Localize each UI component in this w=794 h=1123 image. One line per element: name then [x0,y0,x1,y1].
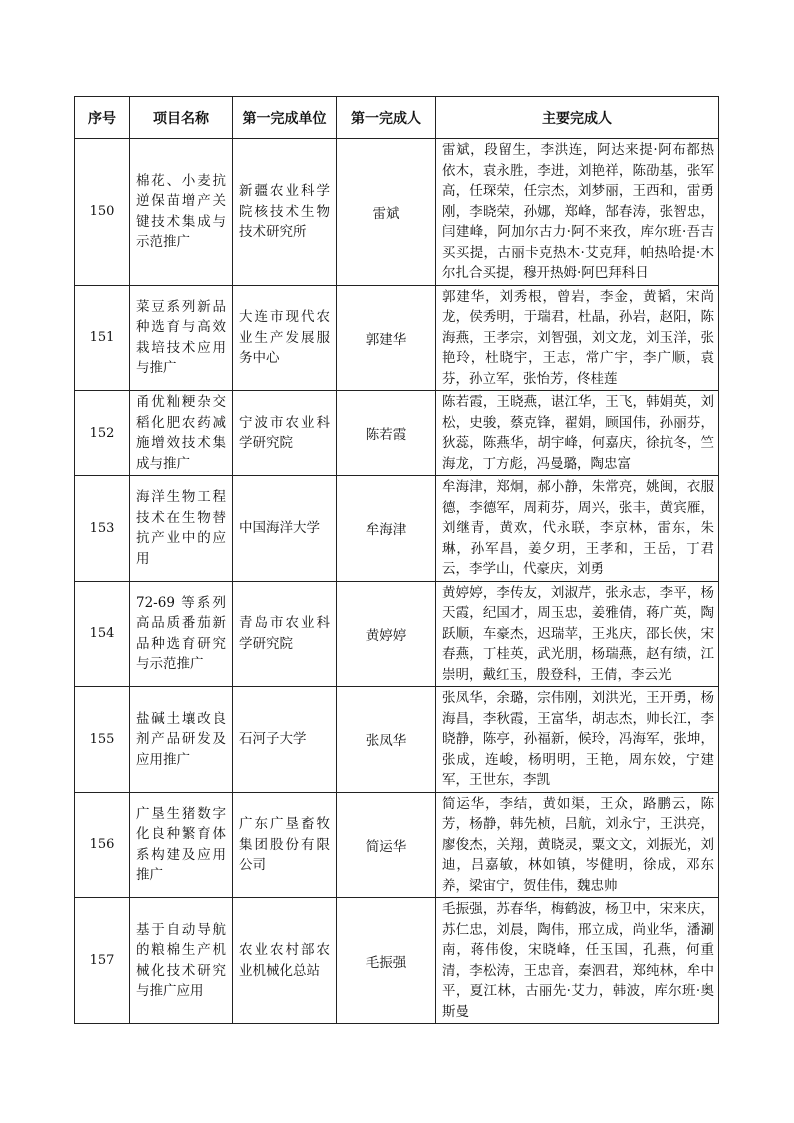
row-main-persons: 牟海津，郑炯，郝小静，朱常亮，姚闽，衣服德，李德军，周莉芬，周兴，张丰，黄宾雁，刘继青，黄欢，代永联，李京林，雷东，朱琳，孙军昌，姜夕玥，王孝和，王岳，丁君云，李学山，代豪庆，刘勇 [436,476,719,582]
row-project-name: 甬优籼粳杂交稻化肥农药减施增效技术集成与推广 [130,391,233,476]
row-first-person: 简运华 [337,792,436,898]
row-main-persons: 郭建华，刘秀根，曾岩，李金，黄韬，宋尚龙，侯秀明，于瑞君，杜晶，孙岩，赵阳，陈海燕，王孝宗，刘智强，刘文龙，刘玉洋，张艳玲，杜晓宇，王志，常广宇，李广顺，袁芬，孙立军，张怡芳，佟桂莲 [436,285,719,391]
row-first-person: 雷斌 [337,139,436,286]
row-serial-no: 152 [75,391,130,476]
row-first-person: 郭建华 [337,285,436,391]
row-main-persons: 简运华，李结，黄如渠，王众，路鹏云，陈芳，杨静，韩先桢，吕航，刘永宁，王洪亮，廖俊杰，关翔，黄晓灵，粟文文，刘振光，刘迪，吕嘉敏，林如镇，岑健明，徐成，邓东养，梁宙宁，贺佳伟，魏忠帅 [436,792,719,898]
row-serial-no: 153 [75,476,130,582]
table-row [75,687,719,793]
row-first-person: 牟海津 [337,476,436,582]
row-serial-no: 156 [75,792,130,898]
table-row [75,581,719,687]
row-first-unit: 新疆农业科学院核技术生物技术研究所 [233,139,337,286]
row-serial-no: 151 [75,285,130,391]
table-row [75,476,719,582]
header-project-name: 项目名称 [130,97,233,139]
table-row [75,898,719,1024]
header-first-person: 第一完成人 [337,97,436,139]
row-serial-no: 150 [75,139,130,286]
row-main-persons: 黄婷婷，李传友，刘淑芹，张永志，李平，杨天霞，纪国才，周玉忠，姜雅倩，蒋广英，陶跃顺，车豪杰，迟瑞苹，王兆庆，邵长侠，宋春燕，丁桂英，武光朋，杨瑞燕，赵有绩，江崇明，戴红玉，殷登科，王倩，李云光 [436,581,719,687]
row-serial-no: 154 [75,581,130,687]
row-main-persons: 张凤华，余璐，宗伟刚，刘洪光，王开勇，杨海昌，李秋霞，王富华，胡志杰，帅长江，李晓静，陈亭，孙福新，候玲，冯海军，张坤，张成，连峻，杨明明，王艳，周东姣，宁建军，王世东，李凯 [436,687,719,793]
table-row [75,285,719,391]
row-project-name: 棉花、小麦抗逆保苗增产关键技术集成与示范推广 [130,139,233,286]
row-first-person: 陈若霞 [337,391,436,476]
row-first-unit: 广东广垦畜牧集团股份有限公司 [233,792,337,898]
table-header-row [75,97,719,139]
row-serial-no: 157 [75,898,130,1024]
table-row [75,139,719,286]
row-project-name: 广垦生猪数字化良种繁育体系构建及应用推广 [130,792,233,898]
awards-table [74,96,719,1024]
row-first-unit: 石河子大学 [233,687,337,793]
header-main-persons: 主要完成人 [436,97,719,139]
row-project-name: 盐碱土壤改良剂产品研发及应用推广 [130,687,233,793]
table-row [75,391,719,476]
row-first-unit: 宁波市农业科学研究院 [233,391,337,476]
row-main-persons: 毛振强，苏春华，梅鹤波，杨卫中，宋来庆，苏仁忠，刘晨，陶伟，邢立成，尚业华，潘涮南，蒋伟俊，宋晓峰，任玉国，孔燕，何重清，李松涛，王忠音，秦泗君，郑纯林，牟中平，夏江林，古丽先·艾力，韩波，库尔班·奥斯曼 [436,898,719,1024]
row-first-person: 黄婷婷 [337,581,436,687]
row-first-unit: 中国海洋大学 [233,476,337,582]
row-first-unit: 农业农村部农业机械化总站 [233,898,337,1024]
row-first-person: 毛振强 [337,898,436,1024]
row-main-persons: 陈若霞，王晓燕，谌江华，王飞，韩娟英，刘松，史骏，蔡克锋，翟娟，顾国伟，孙丽芬，狄蕊，陈燕华，胡宇峰，何嘉庆，徐抗冬，竺海龙，丁方彪，冯曼璐，陶忠富 [436,391,719,476]
row-project-name: 72-69 等系列高品质番茄新品种选育研究与示范推广 [130,581,233,687]
row-main-persons: 雷斌，段留生，李洪连，阿达来提·阿布都热依木，袁永胜，李进，刘艳祥，陈劭基，张军高，任琛荣，任宗杰，刘梦丽，王西和，雷勇刚，李晓荣，孙娜，郑峰，郜春涛，张智忠，闫建峰，阿加尔古力·阿不来孜，库尔班·吾吉买买提，古丽卡克热木·艾克拜，帕热哈提·木尔扎合买提，穆开热姆·阿巴拜科日 [436,139,719,286]
row-first-unit: 青岛市农业科学研究院 [233,581,337,687]
header-first-unit: 第一完成单位 [233,97,337,139]
row-serial-no: 155 [75,687,130,793]
row-first-person: 张凤华 [337,687,436,793]
table-row [75,792,719,898]
row-project-name: 基于自动导航的粮棉生产机械化技术研究与推广应用 [130,898,233,1024]
row-project-name: 海洋生物工程技术在生物替抗产业中的应用 [130,476,233,582]
row-project-name: 菜豆系列新品种选育与高效栽培技术应用与推广 [130,285,233,391]
row-first-unit: 大连市现代农业生产发展服务中心 [233,285,337,391]
header-serial-no: 序号 [75,97,130,139]
